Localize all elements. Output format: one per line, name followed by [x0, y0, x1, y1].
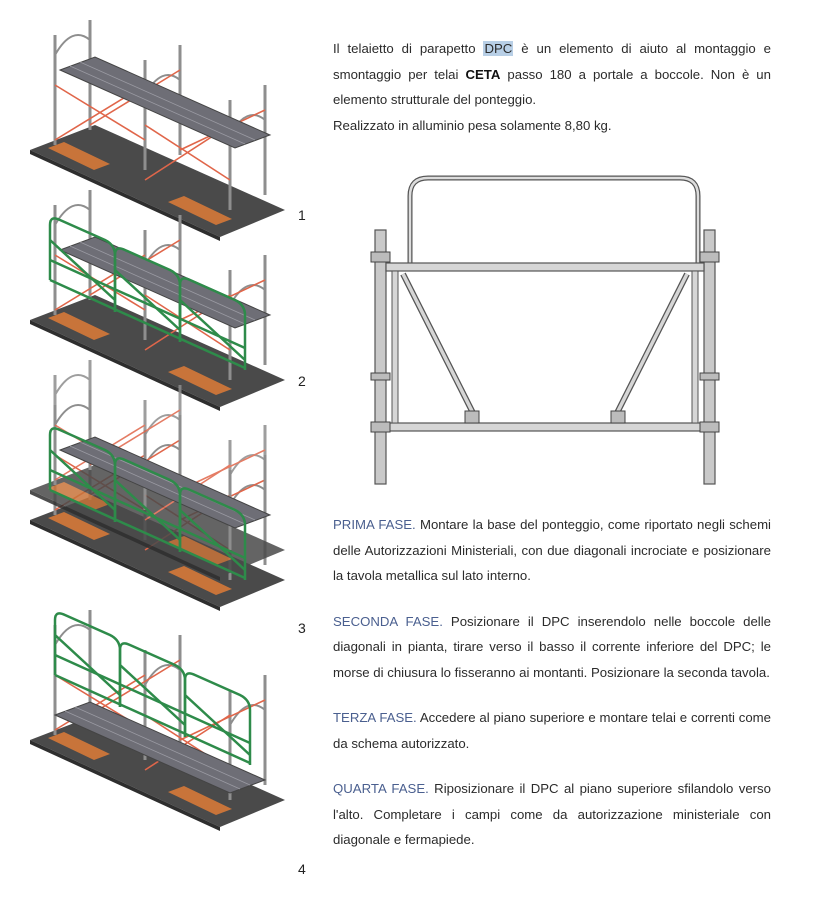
dpc-highlight: DPC — [484, 41, 513, 56]
phase-2-paragraph — [333, 609, 771, 686]
assembly-phases — [333, 512, 771, 873]
ceta-brand: CETA — [465, 66, 501, 82]
scaffold-step-4-illustration — [30, 610, 285, 831]
phase-4-paragraph — [333, 776, 771, 853]
scaffold-step-3-illustration — [30, 360, 285, 611]
step-number-2: 2 — [298, 373, 306, 389]
weight-note: Realizzato in alluminio pesa solamente 8,80 kg. — [333, 117, 612, 133]
phase-2-title: SECONDA FASE. — [333, 613, 443, 629]
phase-3-title: TERZA FASE. — [333, 710, 417, 725]
step-number-3: 3 — [298, 620, 306, 636]
step-number-4: 4 — [298, 861, 306, 877]
dpc-detail-drawing — [355, 168, 735, 493]
scaffold-illustrations — [0, 0, 320, 909]
step-number-1: 1 — [298, 207, 306, 223]
phase-1-text: Montare la base del ponteggio, come riportato negli schemi delle Autorizzazioni Ministeriali, con due diagonali incrociate e posizionare la tavola metallica sul lato interno. — [333, 517, 771, 583]
intro-paragraph: Il telaietto di parapetto DPC è un elemento di aiuto al montaggio e smontaggio per telai CETA passo 180 a portale a boccole. Non è un elemento strutturale del ponteggio. Realizzato in alluminio pesa solamente 8,80 kg. — [333, 41, 771, 133]
phase-2-text: Posizionare il DPC inserendolo nelle boccole delle diagonali in pianta, tirare verso il basso il corrente inferiore del DPC; le morse di chiusura lo fisseranno ai montanti. Posizionare la seconda tavola. — [333, 613, 771, 680]
phase-4-title: QUARTA FASE. — [333, 781, 429, 796]
scaffold-steps-column — [0, 0, 320, 909]
phase-3-text: Accedere al piano superiore e montare telai e correnti come da schema autorizzato. — [333, 710, 772, 751]
phase-1-paragraph — [333, 512, 771, 589]
phase-4-text: Riposizionare il DPC al piano superiore sfilandolo verso l'alto. Completare i campi come da autorizzazione ministeriale con diagonale e fermapiede. — [333, 781, 771, 847]
phase-1-title: PRIMA FASE. — [333, 517, 416, 532]
phase-3-paragraph — [333, 705, 771, 756]
